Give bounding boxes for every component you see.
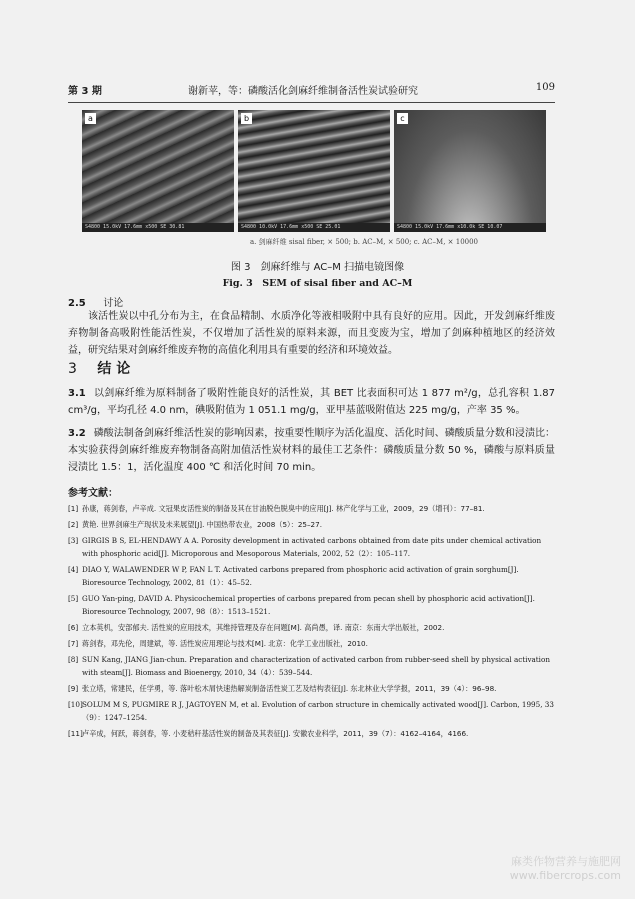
figure-subcaption: a. 剑麻纤维 sisal fiber, × 500; b. AC–M, × 500; c. AC–M, × 10000 [250, 238, 479, 246]
watermark-cn: 麻类作物营养与施肥网 [511, 855, 621, 868]
reference-item [68, 534, 557, 560]
section-number: 3 [68, 361, 77, 377]
reference-number: [2] [68, 520, 79, 529]
discussion-paragraph: 该活性炭以中孔分布为主，在食品精制、水质净化等液相吸附中具有良好的应用。因此，开发剑麻纤维废弃物制备高吸附性能活性炭，不仅增加了活性炭的原料来源，而且变废为宝，增加了剑麻种植地区的经济效益，研究结果对剑麻纤维废弃物的高值化利用具有重要的经济和环境效益。 [68, 311, 555, 356]
reference-item [68, 653, 557, 679]
reference-list [68, 502, 557, 743]
reference-text: 张立塔，常建民，任学勇，等. 落叶松木屑快速热解炭制备活性炭工艺及结构表征[J]. 东北林业大学学报，2011，39（4）：96–98. [82, 684, 497, 693]
conclusion-text: 磷酸法制备剑麻纤维活性炭的影响因素，按重要性顺序为活化温度、活化时间、磷酸质量分数和浸渍比：本实验获得剑麻纤维废弃物制备高附加值活性炭材料的最佳工艺条件：磷酸质量分数 50 %，磷酸与原料质量浸渍比 1.5：1，活化温度 400 ℃ 和活化时间 70 min。 [68, 428, 555, 473]
reference-number: [1] [68, 504, 79, 513]
reference-text: GIRGIS B S, EL-HENDAWY A A. Porosity development in activated carbons obtained from date pits under chemical activation with phosphoric acid[J]. Microporous and Mesoporous Materials, 2002, 52（2）：105–117. [82, 536, 542, 558]
reference-item [68, 698, 557, 724]
reference-number: [9] [68, 684, 79, 693]
section-3-heading [68, 358, 130, 378]
item-number: 3.2 [68, 428, 86, 439]
panel-tag: a [85, 113, 96, 124]
conclusion-3-1 [68, 385, 555, 419]
reference-item [68, 592, 557, 618]
panel-tag: b [241, 113, 252, 124]
reference-text: SOLUM M S, PUGMIRE R J, JAGTOYEN M, et al. Evolution of carbon structure in chemically activated wood[J]. Carbon, 1995, 33（9）：1247–1254. [82, 700, 554, 722]
header-rule [68, 102, 555, 103]
figure-caption-en: Fig. 3 SEM of sisal fiber and AC–M [222, 278, 413, 289]
conclusion-text: 以剑麻纤维为原料制备了吸附性能良好的活性炭，其 BET 比表面积可达 1 877 m²/g，总孔容积 1.87 cm³/g，平均孔径 4.0 nm，碘吸附值为 1 051.1 mg/g，亚甲基蓝吸附值达 225 mg/g，产率 35 %。 [68, 388, 555, 416]
reference-text: 黄艳. 世界剑麻生产现状及未来展望[J]. 中国热带农业，2008（5）：25–27. [82, 520, 322, 529]
reference-item [68, 518, 557, 531]
reference-number: [8] [68, 655, 79, 664]
reference-number: [10] [68, 700, 83, 709]
reference-text: 立本英机，安部郁夫. 活性炭的应用技术，其维持管理及存在问题[M]. 高尚愚，译. 南京：东南大学出版社，2002. [82, 623, 445, 632]
reference-number: [5] [68, 594, 79, 603]
reference-item [68, 621, 557, 634]
reference-text: SUN Kang, JIANG Jian-chun. Preparation and characterization of activated carbon from rubber-seed shell by physical activation with steam[J]. Biomass and Bioenergy, 2010, 34（4）：539–544. [82, 655, 550, 677]
issue-number: 第 3 期 [68, 86, 102, 97]
reference-number: [3] [68, 536, 79, 545]
reference-item [68, 637, 557, 650]
item-number: 3.1 [68, 388, 86, 399]
watermark [510, 855, 621, 883]
reference-item [68, 502, 557, 515]
reference-item [68, 682, 557, 695]
panel-tag: c [397, 113, 408, 124]
sem-info-bar: S4800 15.0kV 17.6mm x500 SE 30.81 [82, 223, 234, 232]
reference-text: 孙康，蒋剑春，卢辛成. 文冠果皮活性炭的制备及其在甘油脱色脱臭中的应用[J]. 林产化学与工业，2009，29（增刊）：77–81. [82, 504, 485, 513]
reference-text: 蒋剑春，邓先伦，周建斌，等. 活性炭应用理论与技术[M]. 北京：化学工业出版社，2010. [82, 639, 368, 648]
sem-info-bar: S4800 10.0kV 17.6mm x500 SE 25.01 [238, 223, 390, 232]
sem-image-a [82, 110, 234, 232]
section-title: 讨论 [103, 298, 124, 309]
reference-item [68, 563, 557, 589]
reference-number: [6] [68, 623, 79, 632]
reference-text: 卢辛成，何跃，蒋剑春，等. 小麦秸秆基活性炭的制备及其表征[J]. 安徽农业科学，2011，39（7）：4162–4164，4166. [82, 729, 469, 738]
section-2-5-heading [68, 294, 123, 309]
reference-number: [7] [68, 639, 79, 648]
sem-info-bar: S4800 15.0kV 17.6mm x10.0k SE 10.07 [394, 223, 546, 232]
conclusion-3-2 [68, 425, 555, 476]
reference-text: DIAO Y, WALAWENDER W P, FAN L T. Activated carbons prepared from phosphoric acid activation of grain sorghum[J]. Bioresource Technology, 2002, 81（1）：45–52. [82, 565, 519, 587]
figure-caption-cn: 图 3 剑麻纤维与 AC–M 扫描电镜图像 [230, 262, 405, 273]
reference-number: [4] [68, 565, 79, 574]
running-header [68, 82, 555, 98]
sem-figure [82, 110, 547, 250]
reference-text: GUO Yan-ping, DAVID A. Physicochemical properties of carbons prepared from pecan shell by phosphoric acid activation[J]. Bioresource Technology, 2007, 98（8）：1513–1521. [82, 594, 535, 616]
watermark-url: www.fibercrops.com [509, 869, 621, 882]
references-heading: 参考文献： [68, 488, 118, 499]
sem-image-b [238, 110, 390, 232]
reference-item [68, 727, 557, 740]
section-title: 结 论 [97, 361, 131, 377]
running-title: 谢新苹，等：磷酸活化剑麻纤维制备活性炭试验研究 [188, 86, 418, 97]
sem-image-c [394, 110, 546, 232]
section-number: 2.5 [68, 298, 86, 309]
page-number: 109 [535, 82, 555, 93]
reference-number: [11] [68, 729, 83, 738]
